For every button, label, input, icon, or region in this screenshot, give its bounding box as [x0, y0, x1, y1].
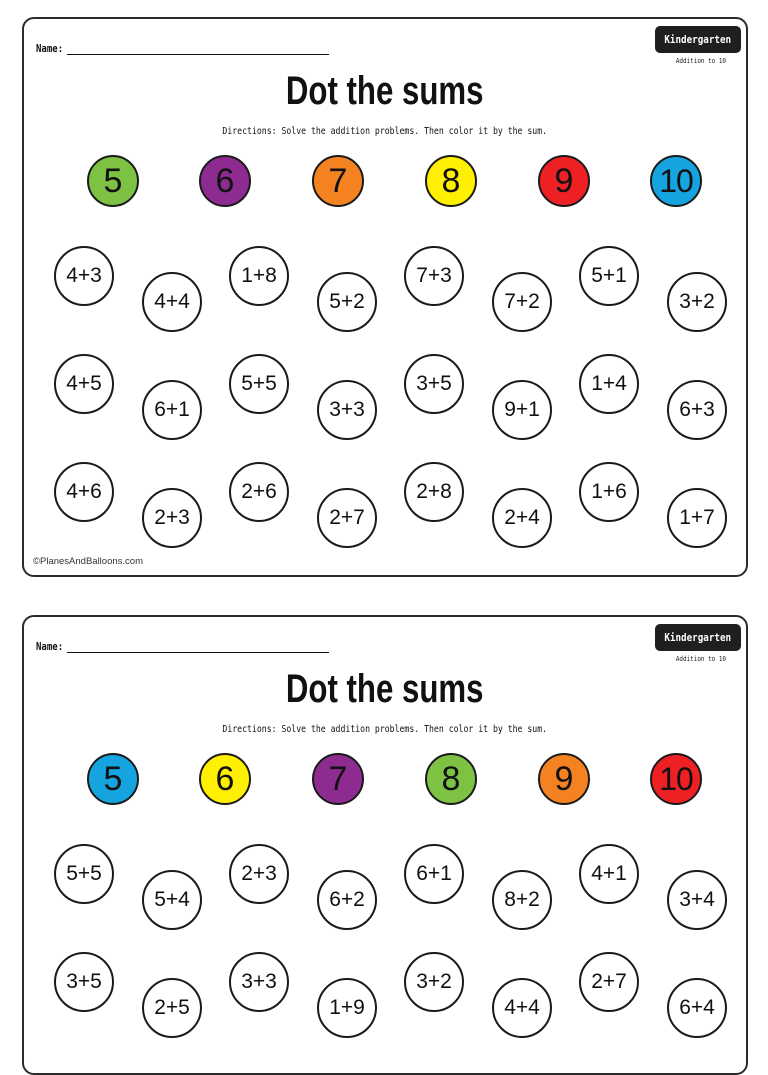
problem-bubble[interactable]: 4+4: [142, 272, 202, 332]
color-key-dot: 7: [312, 753, 364, 805]
worksheet-title-text: Dot the sums: [286, 69, 484, 113]
grade-label: Kindergarten: [664, 631, 732, 644]
problem-bubble[interactable]: 7+3: [404, 246, 464, 306]
problem-bubble[interactable]: 6+4: [667, 978, 727, 1038]
color-key-dot: 6: [199, 753, 251, 805]
color-key-dot: 6: [199, 155, 251, 207]
problem-bubble[interactable]: 2+6: [229, 462, 289, 522]
problem-bubble[interactable]: 2+7: [317, 488, 377, 548]
color-key-dot: 8: [425, 753, 477, 805]
problem-bubble[interactable]: 9+1: [492, 380, 552, 440]
problem-bubble[interactable]: 3+2: [667, 272, 727, 332]
problem-bubble[interactable]: 1+4: [579, 354, 639, 414]
problem-bubble[interactable]: 2+3: [229, 844, 289, 904]
problem-bubble[interactable]: 2+7: [579, 952, 639, 1012]
problem-bubble[interactable]: 5+5: [229, 354, 289, 414]
color-key-dot: 9: [538, 155, 590, 207]
name-label: Name:: [36, 42, 64, 55]
problem-bubble[interactable]: 5+5: [54, 844, 114, 904]
problem-bubble[interactable]: 6+3: [667, 380, 727, 440]
problem-bubble[interactable]: 4+4: [492, 978, 552, 1038]
color-key-dot: 8: [425, 155, 477, 207]
problem-bubble[interactable]: 2+8: [404, 462, 464, 522]
problem-bubble[interactable]: 4+6: [54, 462, 114, 522]
problem-bubble[interactable]: 3+3: [317, 380, 377, 440]
grade-subtitle: Addition to 10: [675, 655, 726, 663]
problem-grid: [24, 617, 746, 1073]
problem-bubble[interactable]: 4+3: [54, 246, 114, 306]
problem-bubble[interactable]: 4+1: [579, 844, 639, 904]
color-key-dot: 9: [538, 753, 590, 805]
problem-bubble[interactable]: 1+7: [667, 488, 727, 548]
worksheet-1: [22, 17, 748, 577]
problem-bubble[interactable]: 1+8: [229, 246, 289, 306]
problem-bubble[interactable]: 2+4: [492, 488, 552, 548]
directions-text: Directions: Solve the addition problems. Then color it by the sum.: [222, 126, 548, 137]
problem-bubble[interactable]: 3+4: [667, 870, 727, 930]
grade-subtitle: Addition to 10: [675, 57, 726, 65]
problem-bubble[interactable]: 2+5: [142, 978, 202, 1038]
problem-bubble[interactable]: 4+5: [54, 354, 114, 414]
color-key-dot: 5: [87, 155, 139, 207]
problem-bubble[interactable]: 7+2: [492, 272, 552, 332]
problem-bubble[interactable]: 5+1: [579, 246, 639, 306]
grade-label: Kindergarten: [664, 33, 732, 46]
worksheet-2: [22, 615, 748, 1075]
directions-text: Directions: Solve the addition problems. Then color it by the sum.: [222, 724, 548, 735]
name-label: Name:: [36, 640, 64, 653]
problem-bubble[interactable]: 6+2: [317, 870, 377, 930]
worksheet-title-text: Dot the sums: [286, 667, 484, 711]
problem-bubble[interactable]: 2+3: [142, 488, 202, 548]
problem-bubble[interactable]: 1+9: [317, 978, 377, 1038]
problem-bubble[interactable]: 5+4: [142, 870, 202, 930]
problem-bubble[interactable]: 5+2: [317, 272, 377, 332]
problem-bubble[interactable]: 3+3: [229, 952, 289, 1012]
problem-bubble[interactable]: 6+1: [142, 380, 202, 440]
color-key-dot: 5: [87, 753, 139, 805]
color-key-dot: 10: [650, 753, 702, 805]
problem-bubble[interactable]: 3+5: [404, 354, 464, 414]
problem-bubble[interactable]: 6+1: [404, 844, 464, 904]
problem-bubble[interactable]: 1+6: [579, 462, 639, 522]
problem-bubble[interactable]: 3+5: [54, 952, 114, 1012]
color-key-dot: 10: [650, 155, 702, 207]
color-key-dot: 7: [312, 155, 364, 207]
problem-bubble[interactable]: 8+2: [492, 870, 552, 930]
problem-bubble[interactable]: 3+2: [404, 952, 464, 1012]
problem-grid: [24, 19, 746, 575]
copyright: ©PlanesAndBalloons.com: [33, 556, 143, 567]
